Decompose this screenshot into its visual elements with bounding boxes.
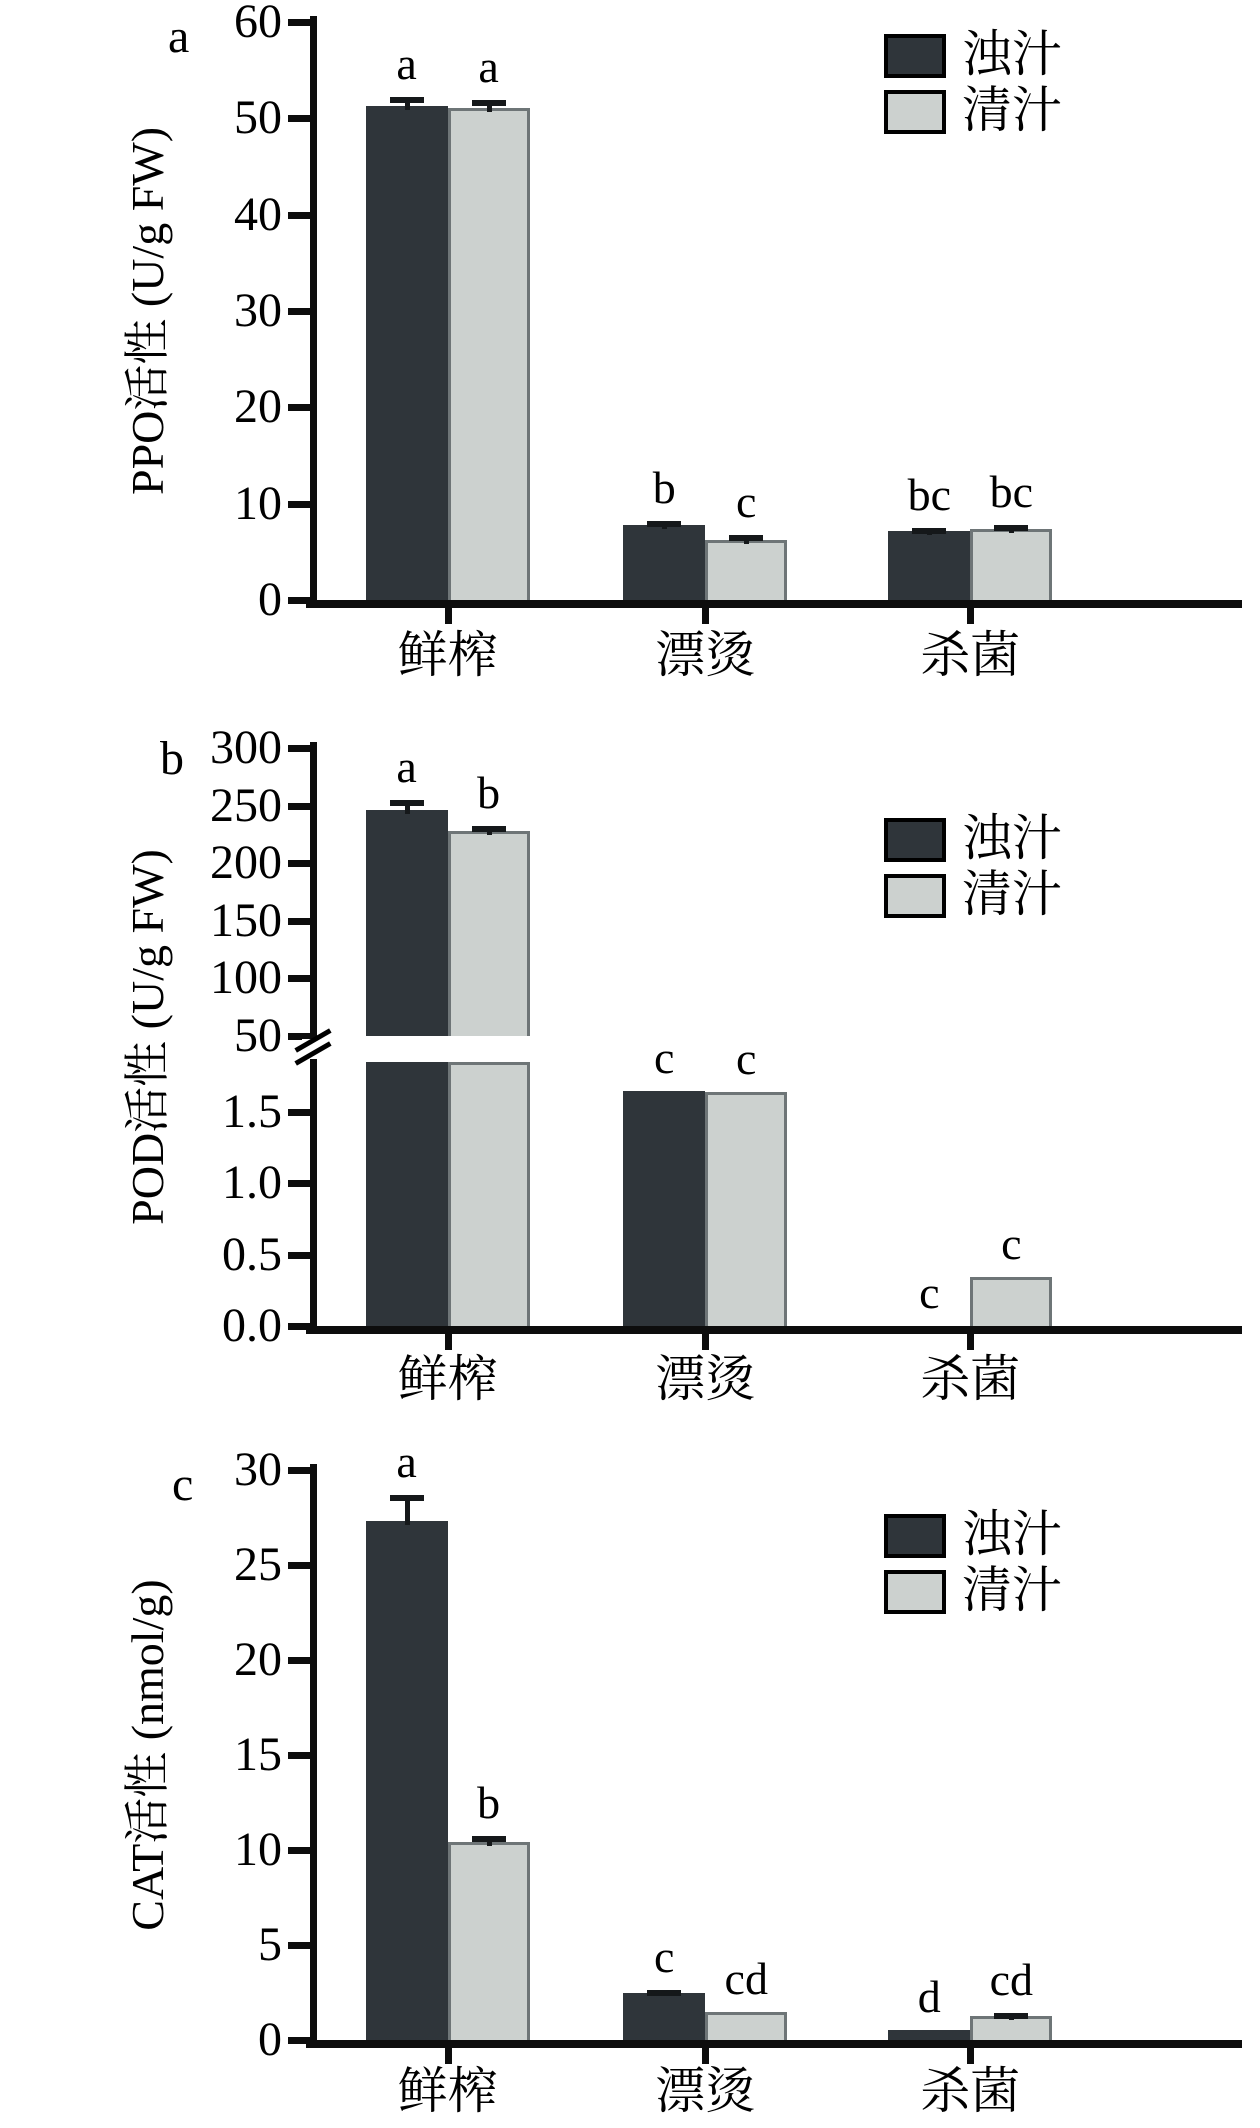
- bar: [888, 531, 970, 600]
- y-tick-label: 1.5: [222, 1084, 282, 1138]
- y-tick-mark: [288, 1109, 310, 1116]
- bar: [705, 2012, 787, 2040]
- y-tick-mark: [288, 404, 310, 411]
- x-axis-line: [306, 600, 1242, 608]
- y-tick-label: 50: [234, 1009, 282, 1062]
- legend-swatch-light-series: [884, 1570, 946, 1614]
- y-axis-title: PPO活性 (U/g FW): [122, 126, 173, 496]
- x-tick-mark: [702, 1334, 709, 1350]
- legend-swatch-dark-series: [884, 1514, 946, 1558]
- y-tick-label: 150: [210, 893, 282, 947]
- sig-label: b: [477, 1776, 501, 1828]
- legend-swatch-dark-series: [884, 34, 946, 78]
- y-tick-mark: [288, 1847, 310, 1854]
- bar: [366, 1062, 448, 1326]
- sig-label: b: [652, 462, 676, 513]
- y-tick-mark: [288, 918, 310, 925]
- y-tick-label: 0: [258, 573, 282, 626]
- y-tick-mark: [288, 115, 310, 122]
- bar: [705, 1092, 787, 1326]
- bar: [448, 108, 530, 600]
- y-tick-mark: [288, 308, 310, 315]
- error-bar-cap: [994, 525, 1028, 531]
- bar: [888, 2030, 970, 2040]
- panel-letter: b: [160, 732, 184, 785]
- y-axis-line: [310, 1464, 317, 2040]
- error-bar-cap: [472, 100, 506, 106]
- x-axis-line: [306, 1326, 1242, 1334]
- sig-label: a: [396, 38, 417, 90]
- x-category-label: 鲜榨: [397, 1351, 498, 1407]
- y-tick-mark: [288, 860, 310, 867]
- y-axis-title: CAT活性 (nmol/g): [122, 1579, 173, 1931]
- y-axis-title: POD活性 (U/g FW): [122, 849, 173, 1225]
- error-bar-cap: [912, 528, 946, 534]
- sig-label: cd: [724, 1953, 768, 2005]
- sig-label: c: [919, 1267, 940, 1318]
- error-bar-cap: [994, 2013, 1028, 2019]
- y-tick-mark: [288, 597, 310, 604]
- y-tick-label: 15: [234, 1728, 282, 1781]
- x-tick-mark: [967, 1334, 974, 1350]
- y-tick-label: 20: [234, 380, 282, 434]
- legend-label: 清汁: [962, 1562, 1062, 1618]
- x-category-label: 杀菌: [920, 2063, 1021, 2119]
- y-tick-label: 200: [210, 836, 282, 890]
- y-tick-label: 20: [234, 1633, 282, 1686]
- panel-letter: a: [168, 10, 190, 63]
- y-tick-mark: [288, 1942, 310, 1949]
- y-axis-line: [310, 742, 317, 1326]
- x-category-label: 杀菌: [920, 1351, 1021, 1407]
- y-axis-line: [310, 16, 317, 600]
- x-tick-mark: [445, 2048, 452, 2064]
- y-tick-label: 30: [234, 1443, 282, 1496]
- error-bar-cap: [472, 826, 506, 832]
- y-tick-mark: [288, 975, 310, 982]
- sig-label: bc: [907, 468, 951, 520]
- y-tick-mark: [288, 745, 310, 752]
- x-category-label: 鲜榨: [397, 2063, 498, 2119]
- x-category-label: 漂烫: [655, 627, 756, 683]
- y-tick-label: 10: [234, 1823, 282, 1876]
- bar: [970, 1277, 1052, 1326]
- y-tick-mark: [288, 1252, 310, 1259]
- y-tick-label: 25: [234, 1538, 282, 1591]
- sig-label: b: [477, 767, 501, 819]
- y-tick-mark: [288, 501, 310, 508]
- legend-label: 清汁: [962, 866, 1062, 922]
- error-bar-cap: [472, 1836, 506, 1842]
- legend-label: 清汁: [962, 82, 1062, 138]
- sig-label: c: [1001, 1218, 1022, 1270]
- x-category-label: 漂烫: [655, 2063, 756, 2119]
- x-axis-line: [306, 2040, 1242, 2048]
- y-tick-mark: [288, 1323, 310, 1330]
- y-tick-label: 0.0: [222, 1299, 282, 1352]
- y-tick-mark: [288, 803, 310, 810]
- error-bar-cap: [390, 97, 424, 103]
- sig-label: c: [654, 1031, 675, 1083]
- legend-swatch-light-series: [884, 874, 946, 918]
- x-tick-mark: [702, 608, 709, 624]
- bar: [705, 540, 787, 600]
- y-tick-label: 30: [234, 284, 282, 337]
- y-tick-mark: [288, 19, 310, 26]
- sig-label: cd: [989, 1954, 1033, 2006]
- y-tick-mark: [288, 1657, 310, 1664]
- sig-label: a: [478, 41, 499, 93]
- bar: [448, 1062, 530, 1326]
- y-tick-label: 10: [234, 476, 282, 530]
- y-tick-label: 100: [210, 951, 282, 1005]
- y-tick-label: 300: [210, 721, 282, 774]
- bar: [366, 810, 448, 1036]
- bar: [623, 1091, 705, 1326]
- x-category-label: 杀菌: [920, 627, 1021, 683]
- legend-label: 浊汁: [962, 26, 1062, 82]
- panel-letter: c: [172, 1458, 194, 1511]
- error-bar-cap: [390, 1495, 424, 1501]
- y-tick-label: 250: [210, 778, 282, 832]
- sig-label: a: [396, 740, 417, 792]
- y-tick-label: 50: [234, 91, 282, 145]
- error-bar-cap: [729, 535, 763, 541]
- x-tick-mark: [702, 2048, 709, 2064]
- x-tick-mark: [445, 608, 452, 624]
- legend-swatch-light-series: [884, 90, 946, 134]
- sig-label: bc: [989, 465, 1033, 517]
- x-category-label: 漂烫: [655, 1351, 756, 1407]
- bar: [970, 529, 1052, 600]
- y-tick-mark: [288, 1467, 310, 1474]
- x-tick-mark: [967, 608, 974, 624]
- bar: [623, 525, 705, 600]
- y-tick-label: 5: [258, 1918, 282, 1971]
- x-tick-mark: [445, 1334, 452, 1350]
- y-tick-mark: [288, 212, 310, 219]
- y-tick-label: 1.0: [222, 1156, 282, 1210]
- y-tick-label: 0.5: [222, 1227, 282, 1281]
- legend-swatch-dark-series: [884, 818, 946, 862]
- x-category-label: 鲜榨: [397, 627, 498, 683]
- y-tick-label: 40: [234, 187, 282, 241]
- sig-label: c: [736, 1032, 757, 1084]
- sig-label: c: [736, 476, 757, 528]
- y-tick-label: 60: [234, 0, 282, 48]
- y-tick-label: 0: [258, 2013, 282, 2066]
- sig-label: a: [396, 1435, 417, 1487]
- y-tick-mark: [288, 1752, 310, 1759]
- legend-label: 浊汁: [962, 1506, 1062, 1562]
- sig-label: c: [654, 1930, 675, 1982]
- y-tick-mark: [288, 1562, 310, 1569]
- x-tick-mark: [967, 2048, 974, 2064]
- y-tick-mark: [288, 2037, 310, 2044]
- bar: [448, 831, 530, 1036]
- y-tick-mark: [288, 1180, 310, 1187]
- bar: [448, 1842, 530, 2040]
- bar: [366, 106, 448, 600]
- sig-label: d: [917, 1970, 941, 2022]
- legend-label: 浊汁: [962, 810, 1062, 866]
